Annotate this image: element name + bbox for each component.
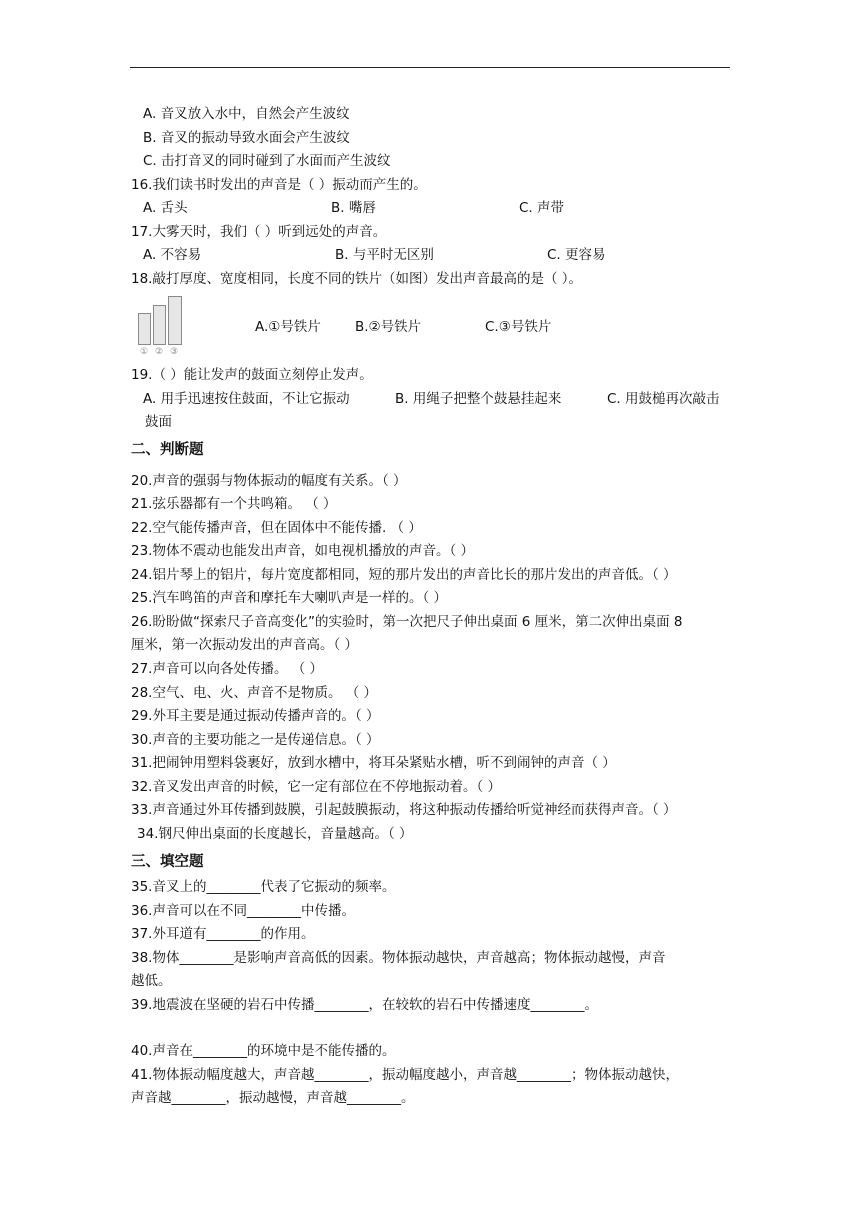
q17-option-c: C. 更容易 (547, 247, 606, 263)
q23: 23.物体不震动也能发出声音，如电视机播放的声音。（ ） (131, 543, 475, 559)
q26-line2: 厘米，第一次振动发出的声音高。（ ） (131, 637, 359, 653)
q38-line1: 38.物体________是影响声音高低的因素。物体振动越快，声音越高；物体振动越慢，声音 (131, 950, 666, 966)
strip-label-3: ③ (169, 347, 179, 357)
section-heading-judgment: 二、判断题 (131, 442, 204, 458)
q30: 30.声音的主要功能之一是传递信息。（ ） (131, 732, 380, 748)
q16-option-b: B. 嘴唇 (331, 200, 376, 216)
strip-label-1: ① (139, 347, 149, 357)
q18-option-a: A.①号铁片 (255, 319, 321, 335)
strip-2 (153, 305, 166, 345)
q31: 31.把闹钟用塑料袋裹好，放到水槽中，将耳朵紧贴水槽，听不到闹钟的声音（ ） (131, 755, 616, 771)
q16-option-c: C. 声带 (519, 200, 565, 216)
q27: 27.声音可以向各处传播。 （ ） (131, 661, 324, 677)
q38-line2: 越低。 (131, 973, 172, 989)
q18-option-c: C.③号铁片 (485, 319, 552, 335)
q28: 28.空气、电、火、声音不是物质。 （ ） (131, 685, 378, 701)
q26-line1: 26.盼盼做“探索尺子音高变化”的实验时，第一次把尺子伸出桌面 6 厘米，第二次伸出桌面 8 (131, 614, 683, 630)
strip-3 (168, 296, 182, 345)
q41-line2: 声音越________，振动越慢，声音越________。 (131, 1090, 415, 1106)
q16-stem: 16.我们读书时发出的声音是（ ）振动而产生的。 (131, 177, 427, 193)
q19-option-b: B. 用绳子把整个鼓悬挂起来 (395, 391, 562, 407)
metal-strips-figure (138, 295, 186, 357)
q39: 39.地震波在坚硬的岩石中传播________，在较软的岩石中传播速度________。 (131, 997, 598, 1013)
q15-option-c: C. 击打音叉的同时碰到了水面而产生波纹 (143, 153, 391, 169)
q19-option-c: C. 用鼓槌再次敲击 (607, 391, 720, 407)
q40: 40.声音在________的环境中是不能传播的。 (131, 1043, 396, 1059)
section-heading-fill-blank: 三、填空题 (131, 854, 204, 870)
q35: 35.音叉上的________代表了它振动的频率。 (131, 879, 396, 895)
q17-option-a: A. 不容易 (143, 247, 202, 263)
q17-option-b: B. 与平时无区别 (335, 247, 434, 263)
q20: 20.声音的强弱与物体振动的幅度有关系。（ ） (131, 473, 407, 489)
q34: 34.钢尺伸出桌面的长度越长，音量越高。（ ） (137, 826, 413, 842)
q15-option-b: B. 音叉的振动导致水面会产生波纹 (143, 130, 350, 146)
q22: 22.空气能传播声音，但在固体中不能传播. （ ） (131, 520, 422, 536)
q25: 25.汽车鸣笛的声音和摩托车大喇叭声是一样的。（ ） (131, 590, 448, 606)
q32: 32.音叉发出声音的时候，它一定有部位在不停地振动着。（ ） (131, 779, 502, 795)
q19-option-c-cont: 鼓面 (145, 414, 172, 430)
q16-option-a: A. 舌头 (143, 200, 188, 216)
q37: 37.外耳道有________的作用。 (131, 926, 315, 942)
q24: 24.铝片琴上的铝片，每片宽度都相同，短的那片发出的声音比长的那片发出的声音低。（ ） (131, 567, 677, 583)
q29: 29.外耳主要是通过振动传播声音的。（ ） (131, 708, 380, 724)
q41-line1: 41.物体振动幅度越大，声音越________，振动幅度越小，声音越________；物体振动越快， (131, 1067, 679, 1083)
q17-stem: 17.大雾天时，我们（ ）听到远处的声音。 (131, 224, 387, 240)
q18-option-b: B.②号铁片 (355, 319, 422, 335)
q15-option-a: A. 音叉放入水中，自然会产生波纹 (143, 106, 350, 122)
q36: 36.声音可以在不同________中传播。 (131, 903, 355, 919)
q19-option-a: A. 用手迅速按住鼓面，不让它振动 (143, 391, 350, 407)
header-rule (130, 67, 730, 68)
q19-stem: 19.（ ）能让发声的鼓面立刻停止发声。 (131, 367, 373, 383)
strip-label-2: ② (154, 347, 164, 357)
q18-stem: 18.敲打厚度、宽度相同，长度不同的铁片（如图）发出声音最高的是（ ）。 (131, 271, 583, 287)
strip-1 (138, 313, 151, 345)
q33: 33.声音通过外耳传播到鼓膜，引起鼓膜振动，将这种振动传播给听觉神经而获得声音。（ ） (131, 802, 677, 818)
q21: 21.弦乐器都有一个共鸣箱。 （ ） (131, 496, 337, 512)
